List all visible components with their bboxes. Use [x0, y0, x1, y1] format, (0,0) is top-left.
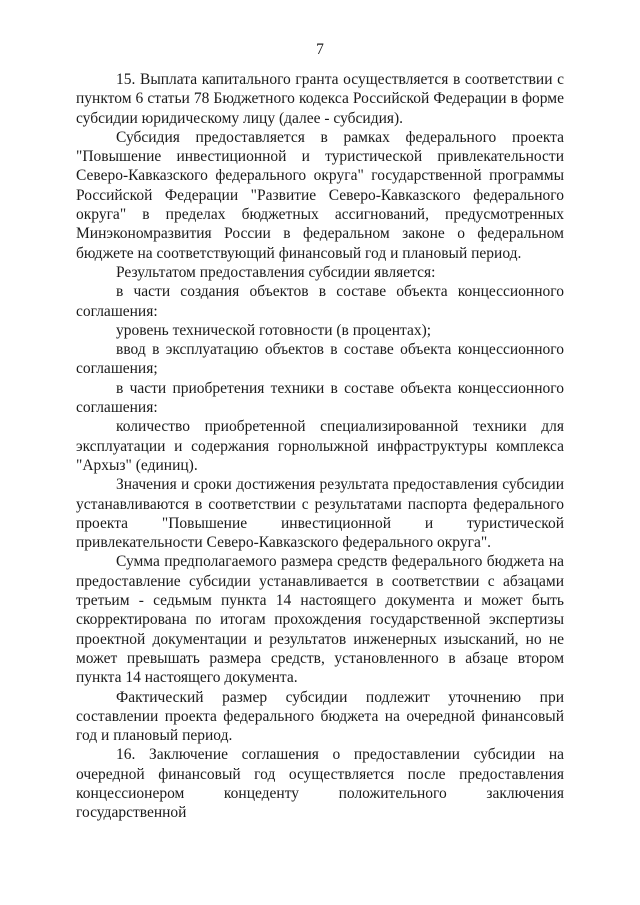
paragraph-equipment-purchase: в части приобретения техники в составе объекта концессионного соглашения: — [76, 379, 564, 417]
paragraph-actual-amount: Фактический размер субсидии подлежит уточнению при составлении проекта федерального бюджета на очередной финансовый год и плановый период. — [76, 688, 564, 745]
paragraph-result-values: Значения и сроки достижения результата предоставления субсидии устанавливаются в соответствии с результатами паспорта федерального проекта "Повышение инвестиционной и туристической привлекательности Северо-Кавказского федерального округа". — [76, 476, 564, 552]
paragraph-15-grant-payment: 15. Выплата капитального гранта осуществляется в соответствии с пунктом 6 статьи 78 Бюджетного кодекса Российской Федерации в форме субсидии юридическому лицу (далее - субсидия). — [76, 71, 564, 127]
page-number: 7 — [316, 41, 324, 58]
paragraph-result-intro: Результатом предоставления субсидии является: — [116, 263, 436, 281]
paragraph-commissioning: ввод в эксплуатацию объектов в составе объекта концессионного соглашения; — [76, 341, 564, 378]
paragraph-16-agreement: 16. Заключение соглашения о предоставлении субсидии на очередной финансовый год осуществляется после предоставления концессионером концеденту положительного заключения государственной — [76, 746, 564, 822]
paragraph-subsidy-framework: Субсидия предоставляется в рамках федерального проекта "Повышение инвестиционной и туристической привлекательности Северо-Кавказского федерального округа" государственной программы Российской Федерации "Развитие Северо-Кавказского федерального округа" в пределах бюджетных ассигнований, предусмотренных Минэкономразвития России в федеральном законе о федеральном бюджете на соответствующий финансовый год и плановый период. — [76, 128, 564, 262]
paragraph-technical-readiness: уровень технической готовности (в процентах); — [116, 321, 432, 339]
paragraph-equipment-quantity: количество приобретенной специализированной техники для эксплуатации и содержания горнолыжной инфраструктуры комплекса "Архыз" (единиц). — [76, 418, 564, 474]
document-body — [76, 70, 564, 823]
paragraph-objects-creation: в части создания объектов в составе объекта концессионного соглашения: — [76, 283, 564, 320]
paragraph-funding-amount: Сумма предполагаемого размера средств федерального бюджета на предоставление субсидии устанавливается в соответствии с абзацами третьим - седьмым пункта 14 настоящего документа и может быть скорректирована по итогам прохождения государственной экспертизы проектной документации и результатов инженерных изысканий, но не может превышать размера средств, установленного в абзаце втором пункта 14 настоящего документа. — [76, 553, 564, 687]
